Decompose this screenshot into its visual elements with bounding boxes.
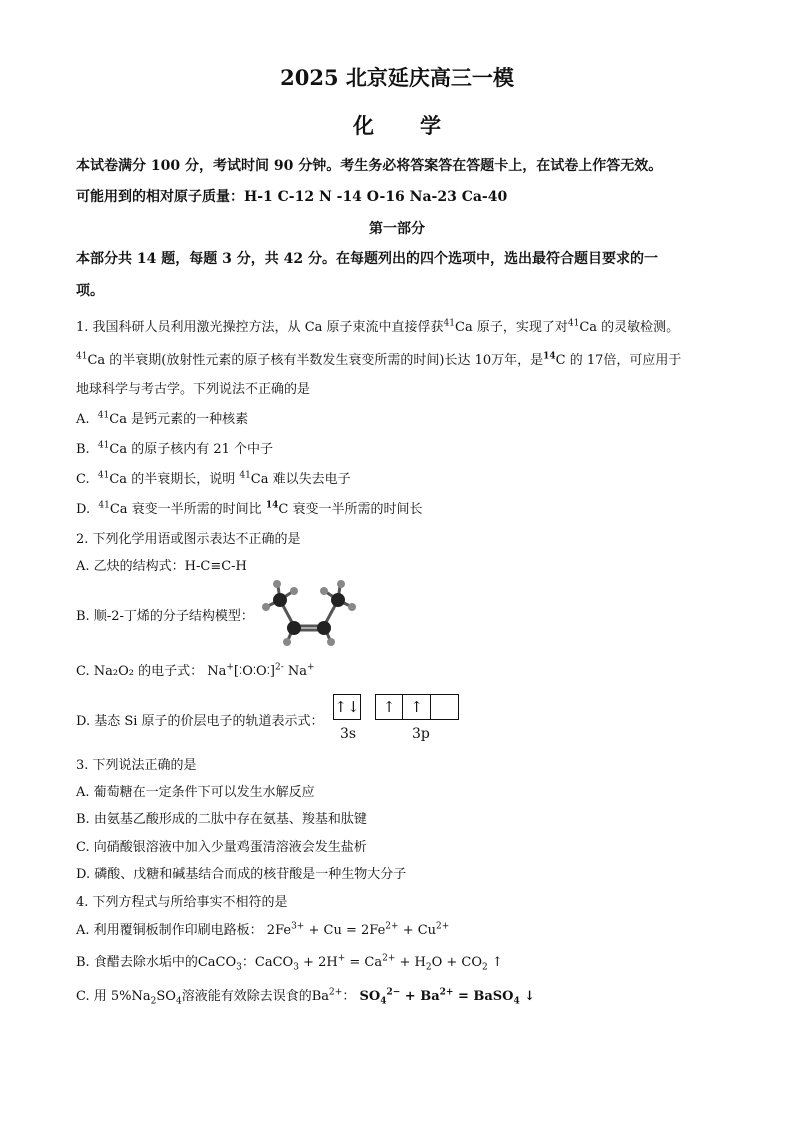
q1-option-a: A. $^{41}$Ca 是钙元素的一种核素 — [76, 410, 249, 427]
atomic-masses: 可能用到的相对原子质量：H-1 C-12 N -14 O-16 Na-23 Ca-40 — [76, 189, 508, 205]
q4-option-c: C. 用 $5\%Na_2SO_4$溶液能有效除去误食的$Ba^{2+}$： $SO_4^{2-} + Ba^{2+}$ = BaSO$_4$ ↓ — [76, 987, 536, 1007]
label-3p: 3p — [412, 726, 430, 742]
exam-title: 2025 北京延庆高三一模 — [280, 65, 514, 90]
q2-option-b: B. 顺-2-丁烯的分子结构模型： — [76, 609, 254, 624]
na2o2-lewis-structure: Na+[⁚O⁚O⁚]$^{2-}$ Na+ — [207, 662, 315, 679]
q1-line3: 地球科学与考古学。下列说法不正确的是 — [76, 382, 311, 397]
cis-2-butene-model-icon — [252, 578, 362, 648]
orbital-3s-icon: ↑↓ — [333, 694, 361, 721]
part-heading: 第一部分 — [369, 221, 425, 237]
q1-line1: 1. 我国科研人员利用激光操控方法，从 Ca 原子束流中直接俘获$^{41}$Ca 原子，实现了对$^{41}$Ca 的灵敏检测。 — [76, 318, 680, 335]
orbital-3p-icon: ↑ ↑ — [375, 694, 459, 721]
q3-option-d: D. 磷酸、戊糖和碱基结合而成的核苷酸是一种生物大分子 — [76, 867, 407, 882]
q2-option-d: D. 基态 Si 原子的价层电子的轨道表示式： — [76, 714, 324, 729]
q4-stem: 4. 下列方程式与所给事实不相符的是 — [76, 895, 288, 910]
q1-line2: $^{41}$Ca 的半衰期(放射性元素的原子核有半数发生衰变所需的时间)长达 10万年，是$^{14}$C 的 17倍，可应用于 — [76, 351, 682, 368]
part-intro: 本部分共 14 题，每题 3 分，共 42 分。在每题列出的四个选项中，选出最符合题目要求的一 — [76, 251, 658, 267]
q3-option-b: B. 由氨基乙酸形成的二肽中存在氨基、羧基和肽键 — [76, 812, 367, 827]
q2-option-a: A. 乙炔的结构式：H-C≡C-H — [76, 559, 247, 574]
q2-option-c: C. Na₂O₂ 的电子式： Na+[⁚O⁚O⁚]$^{2-}$ Na+ — [76, 662, 315, 679]
part-intro-cont: 项。 — [76, 283, 104, 299]
q3-stem: 3. 下列说法正确的是 — [76, 758, 197, 773]
q4-option-a: A. 利用覆铜板制作印刷电路板： $2Fe^{3+} + Cu = 2Fe^{2+} + Cu^{2+}$ — [76, 921, 450, 938]
exam-notice: 本试卷满分 100 分，考试时间 90 分钟。考生务必将答案答在答题卡上，在试卷上作答无效。 — [76, 158, 663, 174]
subject-title: 化 学 — [353, 113, 441, 138]
label-3s: 3s — [340, 726, 357, 742]
q4-option-b: B. 食醋去除水垢中的CaCO$_3$：CaCO$_3$ + $2H^+ = Ca^{2+} + H_2O + CO_2$ ↑ — [76, 953, 503, 973]
q3-option-a: A. 葡萄糖在一定条件下可以发生水解反应 — [76, 785, 315, 800]
q3-option-c: C. 向硝酸银溶液中加入少量鸡蛋清溶液会发生盐析 — [76, 840, 367, 855]
q1-option-b: B. $^{41}$Ca 的原子核内有 21 个中子 — [76, 440, 274, 457]
q1-option-c: C. $^{41}$Ca 的半衰期长，说明 $^{41}$Ca 难以失去电子 — [76, 470, 351, 487]
q2-stem: 2. 下列化学用语或图示表达不正确的是 — [76, 532, 301, 547]
q1-option-d: D. $^{41}$Ca 衰变一半所需的时间比 $^{14}$C 衰变一半所需的时间长 — [76, 500, 423, 517]
